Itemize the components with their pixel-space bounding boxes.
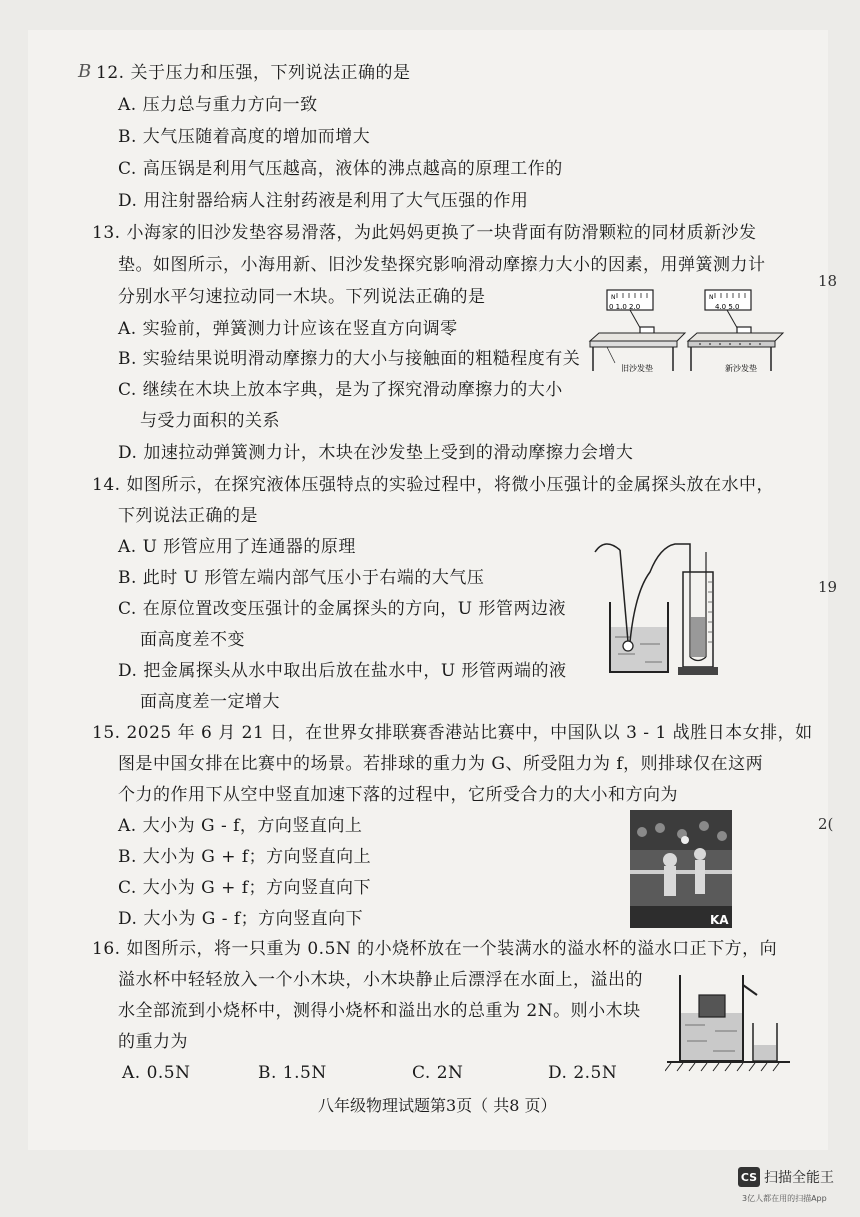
q13-option-c: C. 继续在木块上放本字典，是为了探究滑动摩擦力的大小: [118, 380, 563, 400]
scanner-tagline: 3亿人都在用的扫描App: [742, 1194, 827, 1203]
q13-stem-line-2: 垫。如图所示，小海用新、旧沙发垫探究影响滑动摩擦力大小的因素，用弹簧测力计: [118, 255, 766, 275]
q14-option-c-cont: 面高度差不变: [140, 630, 245, 650]
q15-stem-line-1: 15. 2025 年 6 月 21 日，在世界女排联赛香港站比赛中，中国队以 3 - 1 战胜日本女排，如: [92, 723, 813, 743]
margin-number-19: 19: [818, 578, 838, 596]
q13-option-a: A. 实验前，弹簧测力计应该在竖直方向调零: [118, 319, 458, 339]
q16-stem-line-2: 溢水杯中轻轻放入一个小木块，小木块静止后漂浮在水面上，溢出的: [118, 970, 643, 990]
photo-text: KA: [710, 913, 729, 927]
q14-option-d: D. 把金属探头从水中取出后放在盐水中，U 形管两端的液: [118, 661, 567, 681]
right-label: 新沙发垫: [725, 364, 757, 373]
page-footer: 八年级物理试题第3页（ 共8 页）: [318, 1096, 557, 1115]
scanner-app-name: 扫描全能王: [764, 1170, 834, 1186]
q13-option-b: B. 实验结果说明滑动摩擦力的大小与接触面的粗糙程度有关: [118, 349, 581, 369]
q15-option-d: D. 大小为 G - f；方向竖直向下: [118, 909, 364, 929]
left-scale: 0 1.0 2.0: [609, 303, 641, 311]
q14-option-a: A. U 形管应用了连通器的原理: [118, 537, 356, 557]
left-label: 旧沙发垫: [621, 364, 653, 373]
q14-stem-line-1: 14. 如图所示，在探究液体压强特点的实验过程中，将微小压强计的金属探头放在水中，: [92, 475, 774, 495]
q16-option-c: C. 2N: [412, 1063, 464, 1083]
q14-option-b: B. 此时 U 形管左端内部气压小于右端的大气压: [118, 568, 485, 588]
u-tube-manometer-figure: [590, 532, 750, 682]
q13-stem-line-3: 分别水平匀速拉动同一木块。下列说法正确的是: [118, 287, 486, 307]
q14-option-c: C. 在原位置改变压强计的金属探头的方向，U 形管两边液: [118, 599, 566, 619]
scanner-watermark: [738, 1167, 834, 1187]
q12-option-b: B. 大气压随着高度的增加而增大: [118, 127, 371, 147]
q16-option-b: B. 1.5N: [258, 1063, 327, 1083]
q15-option-a: A. 大小为 G - f，方向竖直向上: [118, 816, 363, 836]
pencil-mark: B: [78, 61, 92, 82]
q13-option-d: D. 加速拉动弹簧测力计，木块在沙发垫上受到的滑动摩擦力会增大: [118, 443, 634, 463]
q15-option-c: C. 大小为 G + f；方向竖直向下: [118, 878, 372, 898]
left-unit: N: [611, 294, 616, 301]
margin-number-18: 18: [818, 272, 838, 290]
q12-option-d: D. 用注射器给病人注射药液是利用了大气压强的作用: [118, 191, 529, 211]
q12-stem: 12. 关于压力和压强，下列说法正确的是: [96, 63, 411, 83]
overflow-cup-figure: [665, 965, 795, 1077]
q15-stem-line-3: 个力的作用下从空中竖直加速下落的过程中，它所受合力的大小和方向为: [118, 785, 678, 805]
q15-stem-line-2: 图是中国女排在比赛中的场景。若排球的重力为 G、所受阻力为 f，则排球仅在这两: [118, 754, 764, 774]
q12-option-c: C. 高压锅是利用气压越高，液体的沸点越高的原理工作的: [118, 159, 563, 179]
right-scale: 4.0 5.0: [715, 303, 740, 311]
q12-option-a: A. 压力总与重力方向一致: [118, 95, 318, 115]
volleyball-photo: [630, 810, 732, 928]
friction-experiment-figure: [585, 285, 785, 377]
camscanner-logo-icon: CS: [738, 1167, 760, 1187]
margin-number-20: 2(: [818, 815, 834, 833]
q13-stem-line-1: 13. 小海家的旧沙发垫容易滑落，为此妈妈更换了一块背面有防滑颗粒的同材质新沙发: [92, 223, 757, 243]
q16-stem-line-1: 16. 如图所示，将一只重为 0.5N 的小烧杯放在一个装满水的溢水杯的溢水口正下方，向: [92, 939, 778, 959]
q15-option-b: B. 大小为 G + f；方向竖直向上: [118, 847, 372, 867]
q14-stem-line-2: 下列说法正确的是: [118, 506, 258, 526]
q14-option-d-cont: 面高度差一定增大: [140, 692, 280, 712]
q13-option-c-cont: 与受力面积的关系: [140, 411, 280, 431]
q16-stem-line-3: 水全部流到小烧杯中，测得小烧杯和溢出水的总重为 2N。则小木块: [118, 1001, 641, 1021]
q16-option-a: A. 0.5N: [122, 1063, 191, 1083]
q16-stem-line-4: 的重力为: [118, 1032, 188, 1052]
right-unit: N: [709, 294, 714, 301]
q16-option-d: D. 2.5N: [548, 1063, 618, 1083]
